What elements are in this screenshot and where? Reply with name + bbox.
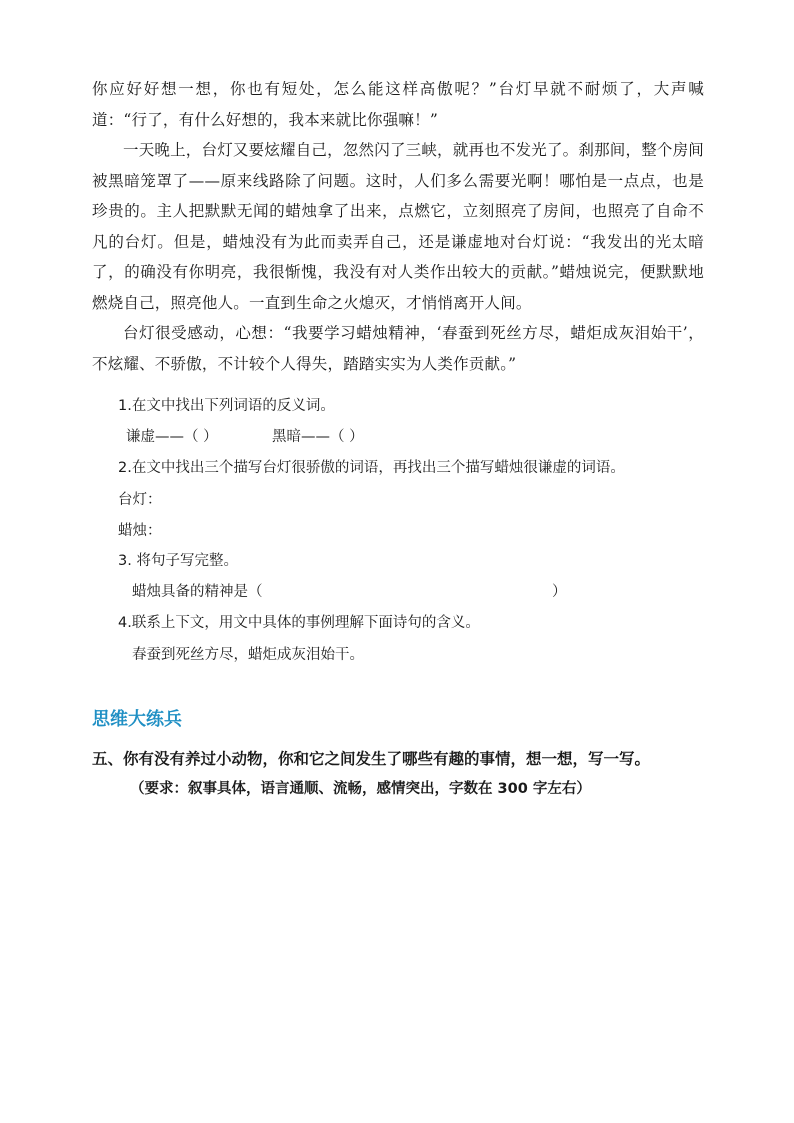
question-4: 4.联系上下文，用文中具体的事例理解下面诗句的含义。 — [118, 615, 480, 631]
question-1-antonym-a: 谦虚——（ ） — [126, 429, 218, 445]
question-2: 2.在文中找出三个描写台灯很骄傲的词语，再找出三个描写蜡烛很谦虚的词语。 — [118, 460, 625, 476]
writing-task: 五、你有没有养过小动物，你和它之间发生了哪些有趣的事情，想一想，写一写。 — [92, 750, 651, 768]
story-paragraph-3: 台灯很受感动，心想：“我要学习蜡烛精神，‘春蚕到死丝方尽，蜡炬成灰泪始干’，不炫耀、不骄傲，不计较个人得失，踏踏实实为人类作贡献。” — [92, 324, 704, 373]
question-3-close-paren: ） — [552, 584, 567, 600]
section-title: 思维大练兵 — [92, 709, 182, 730]
story-paragraph-2: 一天晚上，台灯又要炫耀自己，忽然闪了三峡，就再也不发光了。刹那间，整个房间被黑暗笼罩了——原来线路除了问题。这时，人们多么需要光啊！哪怕是一点点，也是珍贵的。主人把默默无闻的蜡烛拿了出来，点燃它，立刻照亮了房间，也照亮了自命不凡的台灯。但是，蜡烛没有为此而卖弄自己，还是谦虚地对台灯说：“我发出的光太暗了，的确没有你明亮，我很惭愧，我没有对人类作出较大的贡献。”蜡烛说完，便默默地燃烧自己，照亮他人。一直到生命之火熄灭，才悄悄离开人间。 — [92, 141, 704, 312]
story-paragraph-1: 你应好好想一想，你也有短处，怎么能这样高傲呢？”台灯早就不耐烦了，大声喊道：“行了，有什么好想的，我本来就比你强嘛！” — [92, 80, 704, 129]
question-4-poem: 春蚕到死丝方尽，蜡炬成灰泪始干。 — [132, 647, 364, 663]
question-3: 3. 将句子写完整。 — [118, 553, 238, 569]
story-text — [92, 74, 704, 379]
question-1-antonym-b: 黑暗——（ ） — [272, 429, 364, 445]
writing-requirement: （要求：叙事具体，语言通顺、流畅，感情突出，字数在 300 字左右） — [130, 781, 591, 797]
question-2-candle-label: 蜡烛： — [118, 523, 162, 539]
question-2-lamp-label: 台灯： — [118, 492, 162, 508]
question-1: 1.在文中找出下列词语的反义词。 — [118, 398, 335, 414]
question-3-prompt: 蜡烛具备的精神是（ — [132, 584, 263, 600]
